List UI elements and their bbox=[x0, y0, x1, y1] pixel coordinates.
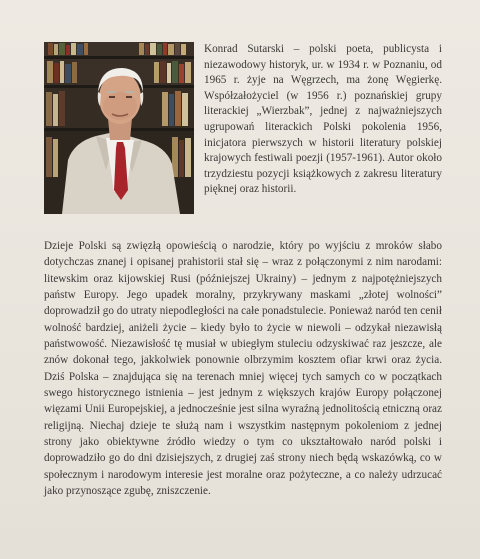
author-bio: Konrad Sutarski – polski poeta, publicysta i niezawodowy historyk, ur. w 1934 r. w Poznaniu, od 1965 r. żyje na Węgrzech, ma żonę Węgierkę. Współzałożyciel (w 1956 r.) poznańskiej grupy literackiej „Wierzbak”, jednej z najważniejszych ugrupowań literackich Polski pokolenia 1956, inicjatora pierwszych w historii literatury polskiej krajowych festiwali poezji (1957-1961). Autor około trzydziestu pozycji książkowych z zakresu literatury pięknej oraz historii. bbox=[204, 43, 442, 196]
author-photo-image bbox=[44, 42, 194, 214]
book-description: Dzieje Polski są zwięzłą opowieścią o narodzie, który po wyjściu z mroków słabo dotychczas znanej i opisanej prahistorii stał się – wraz z połączonymi z nim narodami: litewskim oraz kijowskiej Rusi (późniejszej Ukrainy) – jednym z najpotężniejszych państw Europy. Jego upadek moralny, przykrywany maskami „złotej wolności” doprowadził go do utraty niepodległości na całe ponadstulecie. Ponieważ naród ten cenił wolność bardziej, aniżeli życie – kiedy było to życie w niewoli – odzykał niezawisłą państwowość. Niezawisłość tę musiał w ubiegłym stuleciu odzyskiwać raz jeszcze, ale znów dokonał tego, jakkolwiek ponownie olbrzymim kosztem ofiar krwi oraz życia. Dziś Polska – znajdująca się na terenach mniej więcej tych samych co w początkach swego historycznego istnienia – jest jednym z większych krajów Europy połączonej więzami Unii Europejskiej, a jednocześnie jest silna wyraźną jednolitością etniczną oraz religijną. Niechaj dzieje te służą nam i wszystkim następnym pokoleniom z jednej strony jako obiektywne źródło wiedzy o tym co ukształtowało naród polski i doprowadziło go do dni dzisiejszych, z drugiej zaś strony niech będą wskazówką, co w społecznym i narodowym interesie jest moralne oraz pożyteczne, a co należy udrzucać jako przynoszące zgubę, zniszczenie. bbox=[44, 240, 442, 498]
author-portrait bbox=[44, 42, 194, 214]
